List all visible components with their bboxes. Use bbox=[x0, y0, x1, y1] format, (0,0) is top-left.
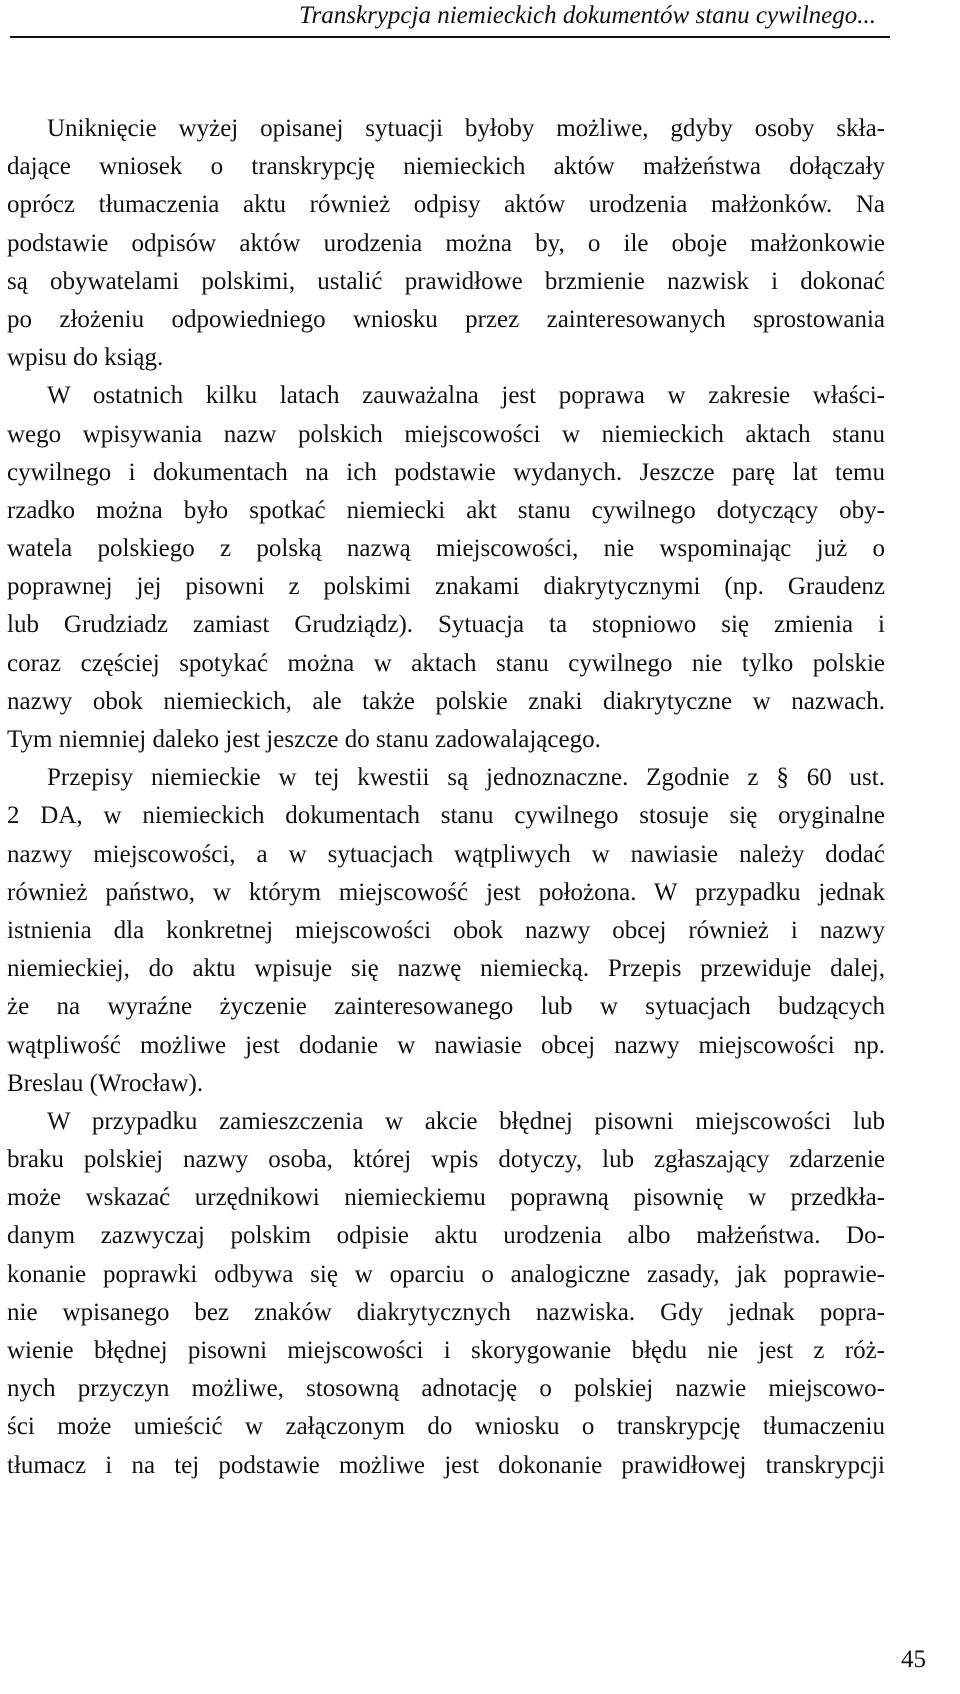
text-line: konanie poprawki odbywa się w oparciu o analogiczne zasady, jak poprawie- bbox=[7, 1260, 885, 1288]
text-line: również państwo, w którym miejscowość jest położona. W przypadku jednak bbox=[7, 878, 885, 906]
text-line: tłumacz i na tej podstawie możliwe jest dokonanie prawidłowej transkrypcji bbox=[7, 1451, 885, 1479]
text-line: Uniknięcie wyżej opisanej sytuacji byłoby możliwe, gdyby osoby skła- bbox=[47, 115, 885, 142]
text-line: poprawnej jej pisowni z polskimi znakami diakrytycznymi (np. Graudenz bbox=[7, 573, 885, 601]
running-head-title: Transkrypcja niemieckich dokumentów stanu cywilnego... bbox=[299, 2, 876, 29]
text-line: Przepisy niemieckie w tej kwestii są jednoznaczne. Zgodnie z § 60 ust. bbox=[47, 764, 885, 792]
text-line: Tym niemniej daleko jest jeszcze do stanu zadowalającego. bbox=[7, 726, 601, 753]
text-line: wienie błędnej pisowni miejscowości i skorygowanie błędu nie jest z róż- bbox=[7, 1337, 885, 1364]
text-line: istnienia dla konkretnej miejscowości obok nazwy obcej również i nazwy bbox=[7, 916, 885, 944]
text-line: danym zazwyczaj polskim odpisie aktu urodzenia albo małżeństwa. Do- bbox=[7, 1222, 885, 1250]
text-line: cywilnego i dokumentach na ich podstawie wydanych. Jeszcze parę lat temu bbox=[7, 458, 885, 486]
text-line: watela polskiego z polską nazwą miejscowości, nie wspominając już o bbox=[7, 535, 885, 563]
text-line: wpisu do ksiąg. bbox=[7, 344, 164, 372]
text-line: nazwy miejscowości, a w sytuacjach wątpliwych w nawiasie należy dodać bbox=[7, 840, 885, 868]
text-line: po złożeniu odpowiedniego wniosku przez zainteresowanych sprostowania bbox=[7, 305, 885, 333]
text-line: wątpliwość możliwe jest dodanie w nawiasie obcej nazwy miejscowości np. bbox=[7, 1031, 885, 1059]
text-line: lub Grudziadz zamiast Grudziądz). Sytuacja ta stopniowo się zmienia i bbox=[7, 611, 885, 639]
text-line: Breslau (Wrocław). bbox=[7, 1069, 204, 1097]
text-line: coraz częściej spotykać można w aktach stanu cywilnego nie tylko polskie bbox=[7, 649, 885, 677]
text-line: ści może umieścić w załączonym do wniosku o transkrypcję tłumaczeniu bbox=[7, 1413, 885, 1441]
text-line: rzadko można było spotkać niemiecki akt stanu cywilnego dotyczący oby- bbox=[7, 496, 885, 524]
text-line: że na wyraźne życzenie zainteresowanego lub w sytuacjach budzących bbox=[7, 993, 885, 1021]
text-line: nazwy obok niemieckich, ale także polskie znaki diakrytyczne w nazwach. bbox=[7, 687, 885, 715]
text-line: podstawie odpisów aktów urodzenia można by, o ile oboje małżonkowie bbox=[7, 229, 885, 257]
text-line: oprócz tłumaczenia aktu również odpisy aktów urodzenia małżonków. Na bbox=[7, 191, 885, 219]
text-line: są obywatelami polskimi, ustalić prawidłowe brzmienie nazwisk i dokonać bbox=[7, 267, 885, 295]
page-number: 45 bbox=[901, 1646, 926, 1673]
running-head bbox=[10, 0, 890, 38]
text-line: nych przyczyn możliwe, stosowną adnotację o polskiej nazwie miejscowo- bbox=[7, 1375, 885, 1403]
body-text bbox=[7, 110, 885, 1485]
text-line: 2 DA, w niemieckich dokumentach stanu cywilnego stosuje się oryginalne bbox=[7, 802, 885, 830]
text-line: może wskazać urzędnikowi niemieckiemu poprawną pisownię w przedkła- bbox=[7, 1184, 885, 1212]
text-line: dające wniosek o transkrypcję niemieckich aktów małżeństwa dołączały bbox=[7, 153, 885, 181]
text-line: niemieckiej, do aktu wpisuje się nazwę niemiecką. Przepis przewiduje dalej, bbox=[7, 955, 885, 983]
text-line: wego wpisywania nazw polskich miejscowości w niemieckich aktach stanu bbox=[7, 420, 885, 448]
text-line: W przypadku zamieszczenia w akcie błędnej pisowni miejscowości lub bbox=[47, 1107, 885, 1135]
text-line: W ostatnich kilku latach zauważalna jest poprawa w zakresie właści- bbox=[47, 382, 885, 410]
text-line: nie wpisanego bez znaków diakrytycznych nazwiska. Gdy jednak popra- bbox=[7, 1298, 885, 1326]
text-line: braku polskiej nazwy osoba, której wpis dotyczy, lub zgłaszający zdarzenie bbox=[7, 1146, 885, 1174]
